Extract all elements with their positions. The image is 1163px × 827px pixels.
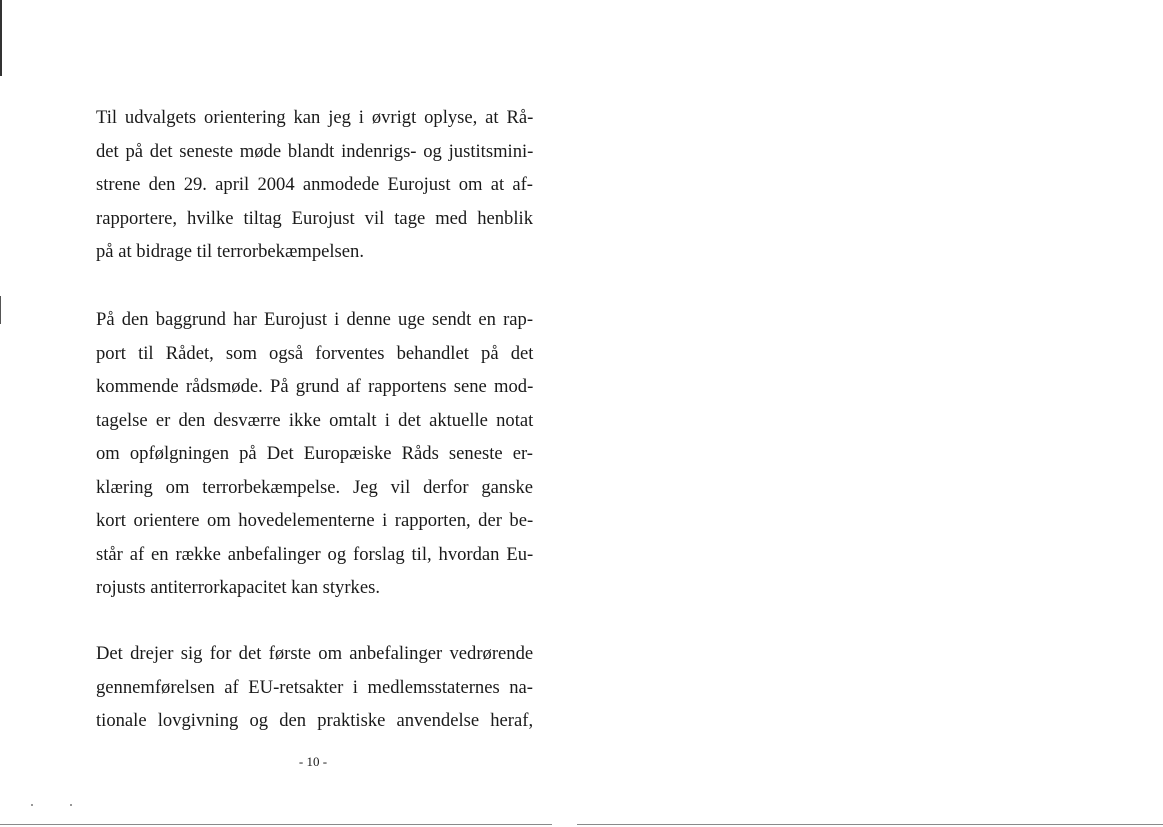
text-line: rapportere, hvilke tiltag Eurojust vil tage med henblik (96, 207, 533, 229)
text-line: klæring om terrorbekæmpelse. Jeg vil derfor ganske (96, 476, 533, 498)
page-number: - 10 - (298, 754, 328, 769)
text-line: kort orientere om hovedelementerne i rapporten, der be- (96, 510, 534, 531)
text-line: det på det seneste møde blandt indenrigs- og justitsmini- (96, 140, 534, 162)
text-line: På den baggrund har Eurojust i denne uge sendt en rap- (96, 309, 534, 330)
text-line: Til udvalgets orientering kan jeg i øvrigt oplyse, at Rå- (96, 107, 534, 128)
text-line: står af en række anbefalinger og forslag til, hvordan Eu- (96, 543, 534, 565)
text-line: om opfølgningen på Det Europæiske Råds seneste er- (96, 443, 533, 464)
text-line: Det drejer sig for det første om anbefalinger vedrørende (96, 643, 534, 664)
paragraph-1 (96, 101, 533, 269)
text-line: rojusts antiterrorkapacitet kan styrkes. (96, 577, 380, 598)
text-line: på at bidrage til terrorbekæmpelsen. (96, 241, 364, 262)
bottom-rule (0, 824, 552, 825)
paragraph-3 (96, 637, 533, 738)
scan-edge-mark (0, 0, 2, 76)
bottom-rule (577, 824, 1163, 825)
scan-dot (31, 804, 33, 806)
text-line: gennemførelsen af EU-retsakter i medlemsstaternes na- (96, 676, 533, 698)
text-line: strene den 29. april 2004 anmodede Eurojust om at af- (96, 174, 533, 195)
scan-edge-mark (0, 296, 1, 324)
text-line: tagelse er den desværre ikke omtalt i det aktuelle notat (96, 409, 534, 431)
text-line: port til Rådet, som også forventes behandlet på det (96, 342, 534, 364)
text-line: kommende rådsmøde. På grund af rapportens sene mod- (96, 376, 534, 397)
text-line: tionale lovgivning og den praktiske anvendelse heraf, (96, 710, 534, 731)
scan-dot (70, 804, 72, 806)
paragraph-2 (96, 303, 533, 605)
